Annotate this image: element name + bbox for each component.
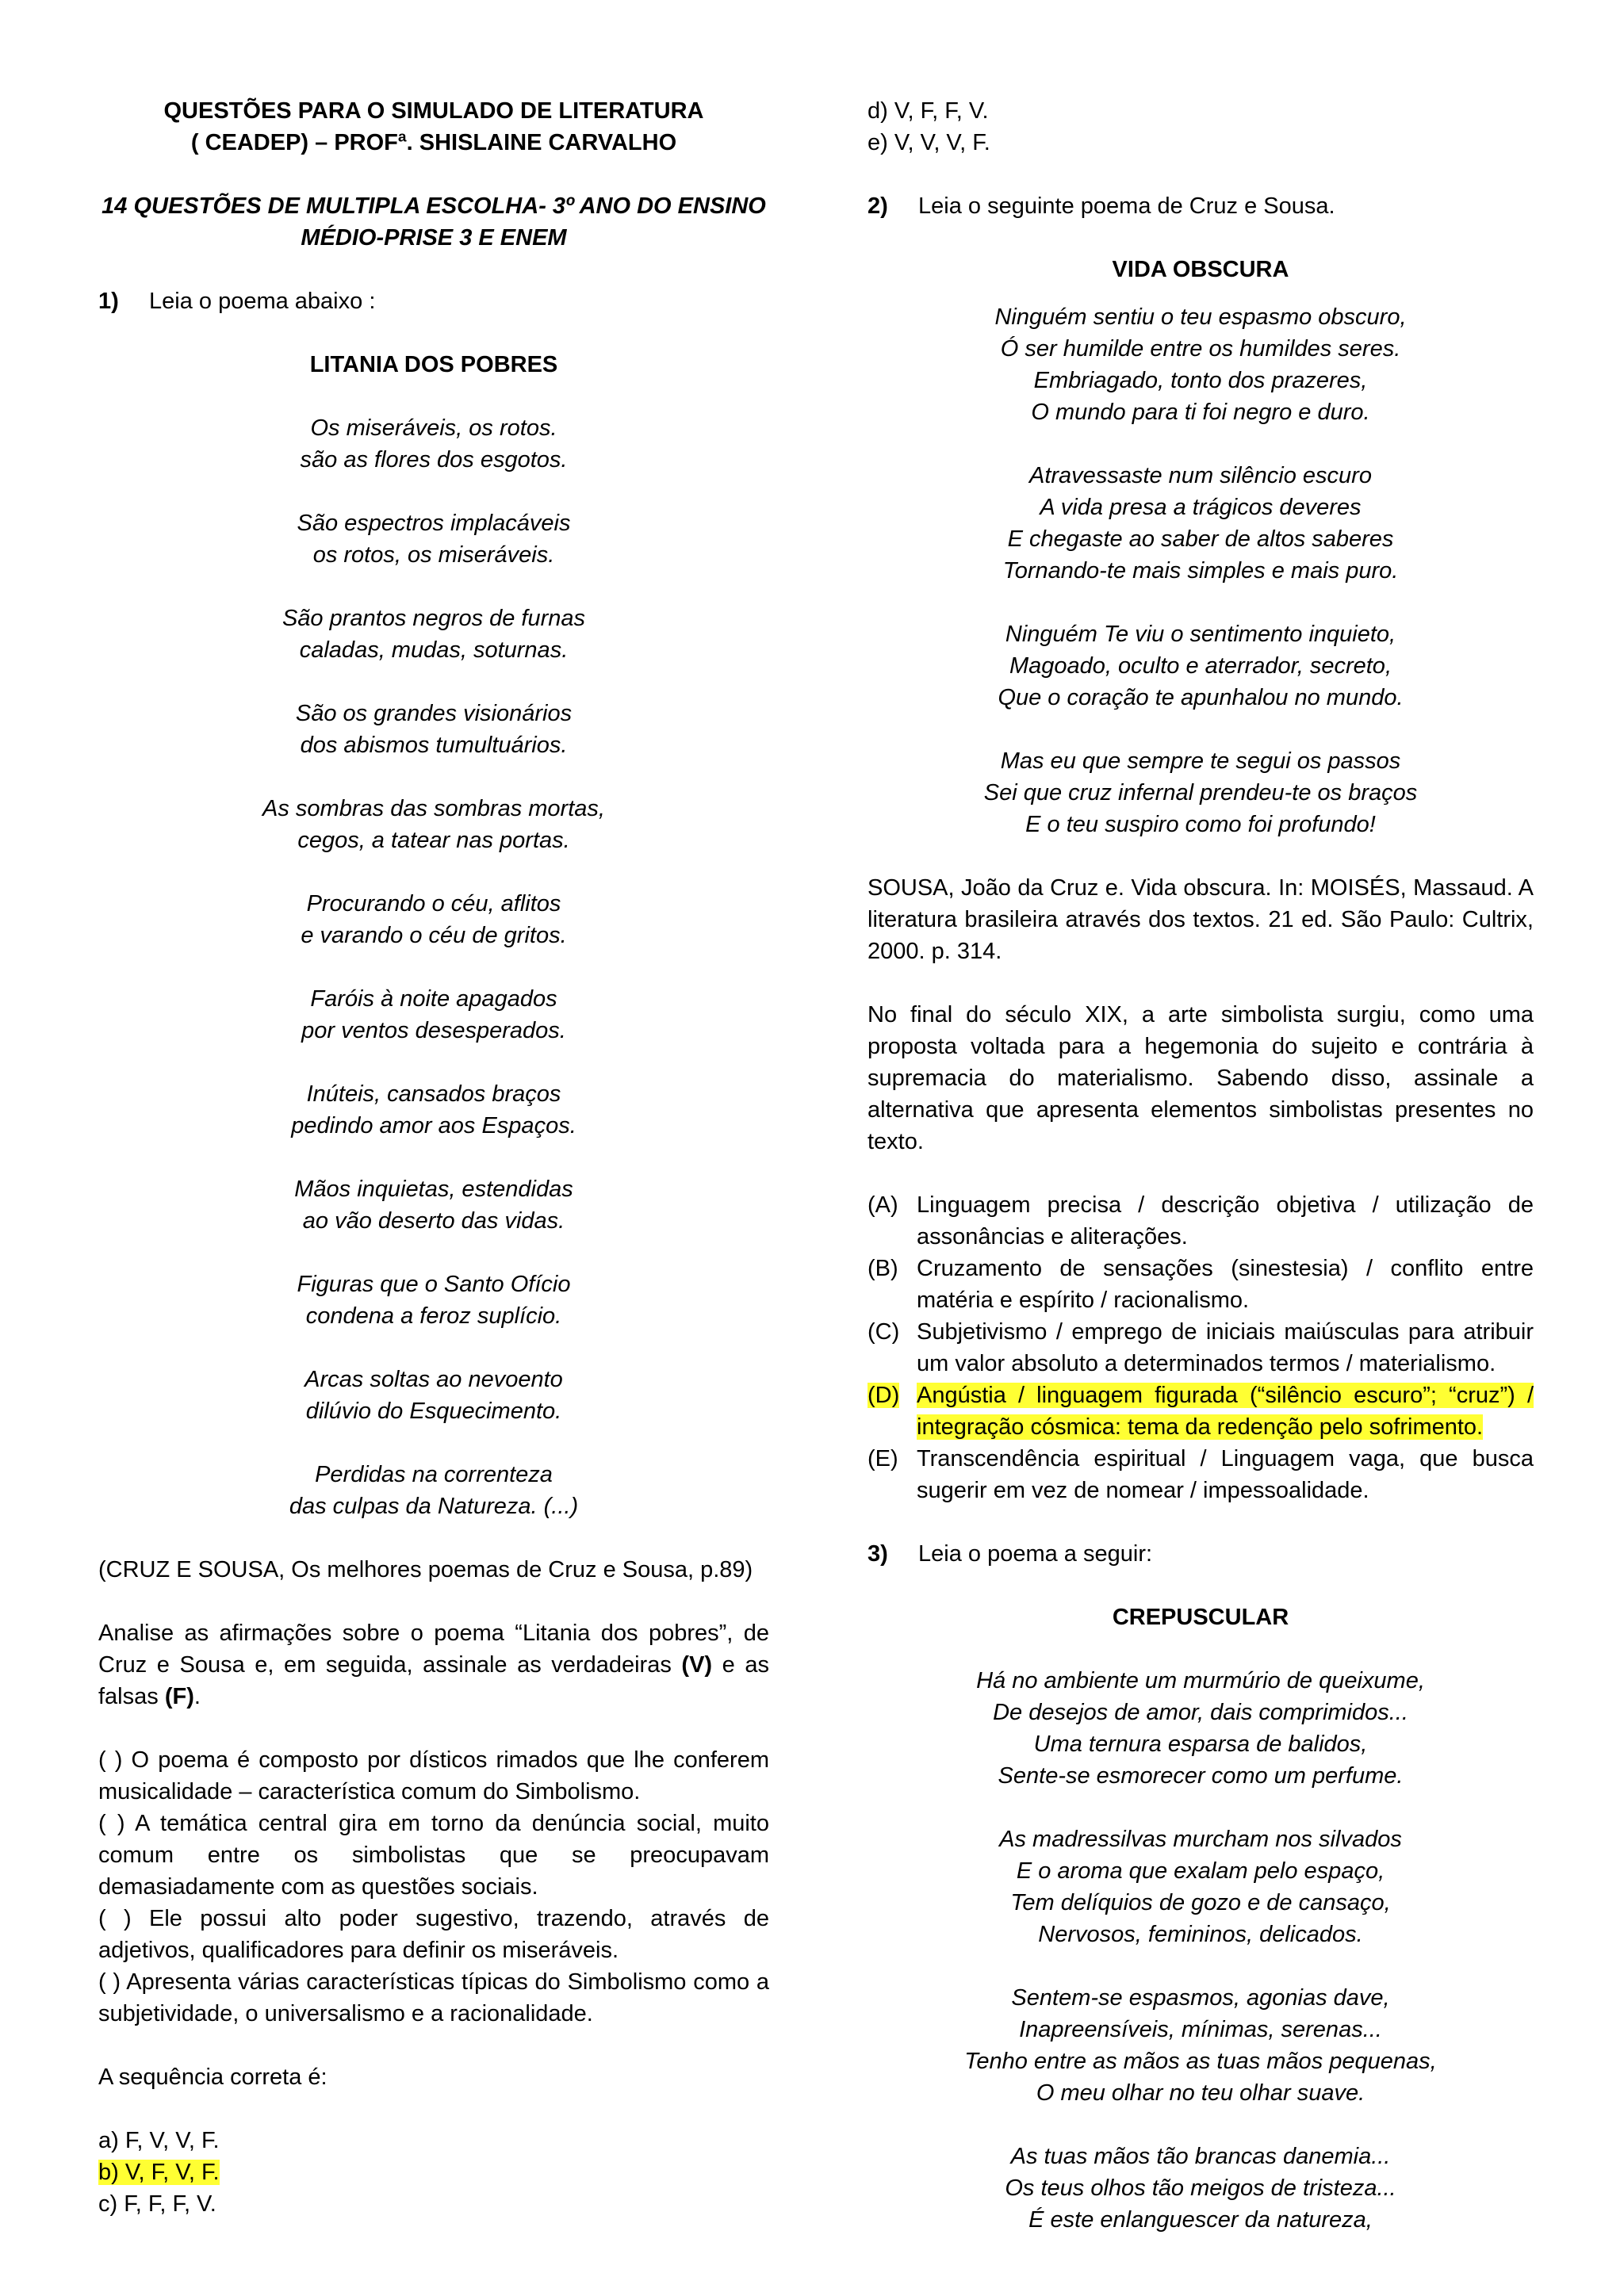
instruction-text-c: .	[193, 1684, 201, 1709]
poem-line: As sombras das sombras mortas,	[262, 796, 605, 821]
poem-line: Tem delíquios de gozo e de cansaço,	[1010, 1890, 1391, 1915]
poem-line: E o teu suspiro como foi profundo!	[1025, 812, 1376, 837]
statement-item: ( ) Apresenta várias características típicas do Simbolismo como a subjetividade, o universalismo e a racionalidade.	[98, 1969, 769, 2026]
sequence-label: A sequência correta é:	[98, 2064, 327, 2090]
instruction-f: (F)	[164, 1684, 194, 1709]
poem-line: caladas, mudas, soturnas.	[299, 637, 569, 663]
poem-line: O meu olhar no teu olhar suave.	[1036, 2080, 1365, 2106]
option-b	[868, 1253, 1534, 1316]
option-c: c) F, F, F, V.	[98, 2191, 216, 2217]
instruction-v: (V)	[681, 1652, 713, 1678]
option-d-highlighted	[868, 1380, 1534, 1443]
option-letter: (B)	[868, 1256, 898, 1281]
poem-line: Há no ambiente um murmúrio de queixume,	[976, 1668, 1425, 1693]
option-e	[868, 1443, 1534, 1506]
poem-stanza	[98, 1173, 769, 1237]
instruction-text-a: Analise as afirmações sobre o poema “Litania dos pobres”, de Cruz e Sousa e, em seguida, assinale as verdadeiras	[98, 1621, 769, 1678]
poem-line: Os teus olhos tão meigos de tristeza...	[1005, 2175, 1396, 2201]
poem-line: E chegaste ao saber de altos saberes	[1007, 526, 1394, 552]
poem-line: dilúvio do Esquecimento.	[305, 1399, 562, 1424]
option-a: a) F, V, V, F.	[98, 2128, 220, 2153]
poem-stanza	[98, 793, 769, 856]
option-a	[868, 1189, 1534, 1253]
poem-line: dos abismos tumultuários.	[300, 733, 568, 758]
poem-stanza	[868, 1823, 1534, 1950]
poem-line: Embriagado, tonto dos prazeres,	[1033, 368, 1368, 393]
poem-line: E o aroma que exalam pelo espaço,	[1016, 1858, 1385, 1884]
option-text: Transcendência espiritual / Linguagem vaga, que busca sugerir em vez de nomear / impessoalidade.	[917, 1446, 1534, 1503]
poem-stanza	[98, 507, 769, 571]
question-context: No final do século XIX, a arte simbolista surgiu, como uma proposta voltada para a hegemonia do sujeito e contrária à supremacia do materialismo. Sabendo disso, assinale a alternativa que apresenta elementos simbolistas presentes no texto.	[868, 1002, 1534, 1154]
question-number: 1)	[98, 289, 119, 314]
poem-line: Sente-se esmorecer como um perfume.	[998, 1763, 1404, 1789]
poem-line: Faróis à noite apagados	[310, 986, 557, 1012]
poem-line: São os grandes visionários	[295, 701, 573, 726]
poem-line: os rotos, os miseráveis.	[312, 542, 555, 568]
option-letter: (C)	[868, 1319, 900, 1345]
poem-stanza	[98, 698, 769, 761]
poem-stanza	[868, 301, 1534, 428]
question-3-header	[868, 1538, 1534, 1570]
option-letter: (A)	[868, 1192, 898, 1218]
poem-title: CREPUSCULAR	[1112, 1605, 1289, 1630]
poem-line: cegos, a tatear nas portas.	[297, 828, 570, 853]
poem-line: Magoado, oculto e aterrador, secreto,	[1009, 653, 1392, 679]
document-title	[98, 95, 769, 159]
poem-stanza	[98, 1459, 769, 1522]
statement-item: ( ) A temática central gira em torno da denúncia social, muito comum entre os simbolistas que se preocupavam demasiadamente com as questões sociais.	[98, 1811, 769, 1900]
poem-line: são as flores dos esgotos.	[300, 447, 568, 473]
poem-title: VIDA OBSCURA	[1112, 257, 1289, 282]
poem-line: A vida presa a trágicos deveres	[1040, 495, 1362, 520]
poem-line: Atravessaste num silêncio escuro	[1029, 463, 1372, 488]
poem-line: Figuras que o Santo Ofício	[297, 1272, 571, 1297]
poem-line: São espectros implacáveis	[297, 511, 571, 536]
poem-line: Tenho entre as mãos as tuas mãos pequenas,	[964, 2049, 1437, 2074]
poem-line: Os miseráveis, os rotos.	[310, 415, 557, 441]
document-subtitle	[98, 190, 769, 254]
poem-stanza	[98, 603, 769, 666]
poem-title: LITANIA DOS POBRES	[309, 352, 558, 377]
option-e: e) V, V, V, F.	[868, 130, 990, 155]
question-prompt: Leia o poema abaixo :	[149, 289, 376, 314]
poem-line: Inapreensíveis, mínimas, serenas...	[1019, 2017, 1382, 2042]
question-number: 2)	[868, 193, 888, 219]
option-text: Linguagem precisa / descrição objetiva / utilização de assonâncias e aliterações.	[917, 1192, 1534, 1249]
poem-line: pedindo amor aos Espaços.	[291, 1113, 576, 1138]
answer-options	[98, 2125, 769, 2220]
poem-crepuscular	[868, 1665, 1534, 2236]
poem-line: Mãos inquietas, estendidas	[294, 1177, 573, 1202]
option-d: d) V, F, F, V.	[868, 98, 989, 124]
right-column	[868, 95, 1534, 2236]
title-line-1: QUESTÕES PARA O SIMULADO DE LITERATURA	[163, 98, 704, 124]
poem-line: Mas eu que sempre te segui os passos	[1000, 748, 1401, 774]
poem-litania	[98, 412, 769, 1522]
statement-list	[98, 1744, 769, 2030]
poem-line: Procurando o céu, aflitos	[306, 891, 561, 916]
poem-source: (CRUZ E SOUSA, Os melhores poemas de Cruz e Sousa, p.89)	[98, 1557, 753, 1582]
poem-line: São prantos negros de furnas	[282, 606, 586, 631]
poem-line: Ninguém sentiu o teu espasmo obscuro,	[994, 304, 1407, 330]
poem-line: Uma ternura esparsa de balidos,	[1033, 1732, 1368, 1757]
question-prompt: Leia o seguinte poema de Cruz e Sousa.	[918, 193, 1335, 219]
poem-line: Sei que cruz infernal prendeu-te os braços	[983, 780, 1418, 806]
poem-stanza	[98, 1269, 769, 1332]
poem-line: Que o coração te apunhalou no mundo.	[998, 685, 1404, 710]
poem-line: O mundo para ti foi negro e duro.	[1031, 400, 1370, 425]
poem-stanza	[98, 1078, 769, 1142]
poem-line: ao vão deserto das vidas.	[302, 1208, 565, 1234]
question-1-header	[98, 285, 769, 317]
question-2-header	[868, 190, 1534, 222]
question-instruction	[98, 1617, 769, 1712]
poem-line: por ventos desesperados.	[301, 1018, 566, 1043]
poem-line: Nervosos, femininos, delicados.	[1038, 1922, 1363, 1947]
poem-line: Sentem-se espasmos, agonias dave,	[1011, 1985, 1390, 2011]
poem-stanza	[868, 2141, 1534, 2236]
poem-line: Ninguém Te viu o sentimento inquieto,	[1005, 622, 1396, 647]
title-line-2: ( CEADEP) – PROFª. SHISLAINE CARVALHO	[190, 130, 677, 155]
option-text: Subjetivismo / emprego de iniciais maiúsculas para atribuir um valor absoluto a determinados termos / materialismo.	[917, 1319, 1534, 1376]
question-number: 3)	[868, 1541, 888, 1567]
poem-stanza	[98, 412, 769, 476]
poem-stanza	[98, 1364, 769, 1427]
poem-line: das culpas da Natureza. (...)	[289, 1494, 579, 1519]
option-b-highlighted: b) V, F, V, F.	[98, 2160, 220, 2185]
poem-stanza	[868, 745, 1534, 840]
subtitle-line-2: MÉDIO-PRISE 3 E ENEM	[301, 225, 567, 251]
left-column	[98, 95, 769, 2220]
poem-line: Perdidas na correnteza	[315, 1462, 553, 1487]
poem-stanza	[868, 1665, 1534, 1792]
poem-line: É este enlanguescer da natureza,	[1028, 2207, 1373, 2233]
poem-line: condena a feroz suplício.	[305, 1303, 562, 1329]
poem-line: As tuas mãos tão brancas danemia...	[1010, 2144, 1391, 2169]
option-text: Cruzamento de sensações (sinestesia) / conflito entre matéria e espírito / racionalismo.	[917, 1256, 1534, 1313]
answer-options	[868, 1189, 1534, 1506]
poem-source: SOUSA, João da Cruz e. Vida obscura. In: MOISÉS, Massaud. A literatura brasileira através dos textos. 21 ed. São Paulo: Cultrix, 2000. p. 314.	[868, 875, 1534, 964]
statement-item: ( ) O poema é composto por dísticos rimados que lhe conferem musicalidade – característica comum do Simbolismo.	[98, 1747, 769, 1804]
poem-stanza	[98, 888, 769, 951]
option-c	[868, 1316, 1534, 1380]
poem-line: Arcas soltas ao nevoento	[304, 1367, 563, 1392]
option-letter: (E)	[868, 1446, 898, 1471]
poem-line: Inúteis, cansados braços	[306, 1081, 561, 1107]
poem-stanza	[868, 460, 1534, 587]
poem-line: De desejos de amor, dais comprimidos...	[993, 1700, 1408, 1725]
question-prompt: Leia o poema a seguir:	[918, 1541, 1153, 1567]
poem-stanza	[868, 618, 1534, 714]
poem-line: e varando o céu de gritos.	[301, 923, 567, 948]
option-letter: (D)	[868, 1383, 900, 1408]
poem-line: As madressilvas murcham nos silvados	[999, 1827, 1402, 1852]
poem-line: Tornando-te mais simples e mais puro.	[1002, 558, 1399, 584]
poem-stanza	[98, 983, 769, 1047]
option-text: Angústia / linguagem figurada (“silêncio escuro”; “cruz”) / integração cósmica: tema da redenção pelo sofrimento.	[917, 1383, 1534, 1440]
subtitle-line-1: 14 QUESTÕES DE MULTIPLA ESCOLHA- 3º ANO DO ENSINO	[102, 193, 766, 219]
instruction-text-b: e as falsas	[98, 1652, 769, 1709]
poem-vida-obscura	[868, 301, 1534, 840]
poem-line: Ó ser humilde entre os humildes seres.	[1000, 336, 1401, 362]
statement-item: ( ) Ele possui alto poder sugestivo, trazendo, através de adjetivos, qualificadores para definir os miseráveis.	[98, 1906, 769, 1963]
poem-stanza	[868, 1982, 1534, 2109]
